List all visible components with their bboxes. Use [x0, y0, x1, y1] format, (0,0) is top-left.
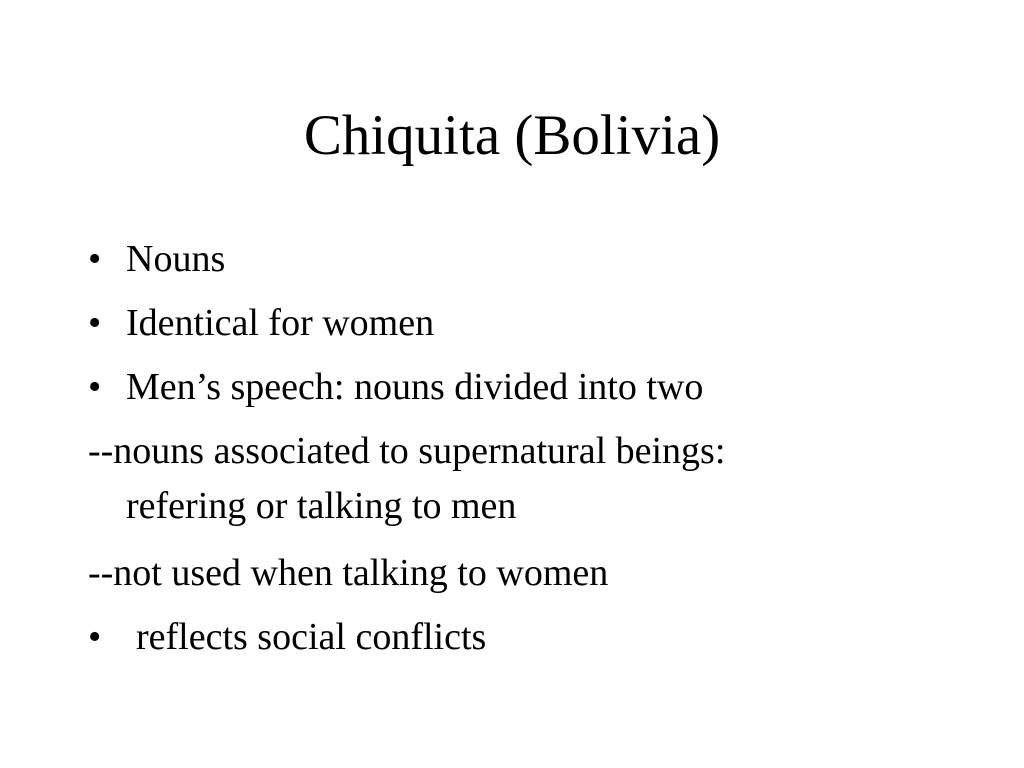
list-item-text: --not used when talking to women	[88, 552, 609, 594]
bullet-icon: •	[88, 302, 102, 344]
list-item-text: reflects social conflicts	[136, 616, 487, 658]
bullet-icon: •	[88, 616, 102, 658]
list-item-text: Nouns	[126, 238, 226, 280]
bullet-icon: •	[88, 366, 102, 408]
list-item	[88, 424, 725, 534]
list-item-continuation: refering or talking to men	[126, 485, 517, 527]
list-item-text: --nouns associated to supernatural beings:	[88, 430, 726, 472]
bullet-icon: •	[88, 238, 102, 280]
list-item-text: Identical for women	[126, 302, 435, 344]
slide-title: Chiquita (Bolivia)	[303, 104, 721, 167]
list-item	[88, 546, 608, 601]
list-item-text: Men’s speech: nouns divided into two	[126, 366, 704, 408]
